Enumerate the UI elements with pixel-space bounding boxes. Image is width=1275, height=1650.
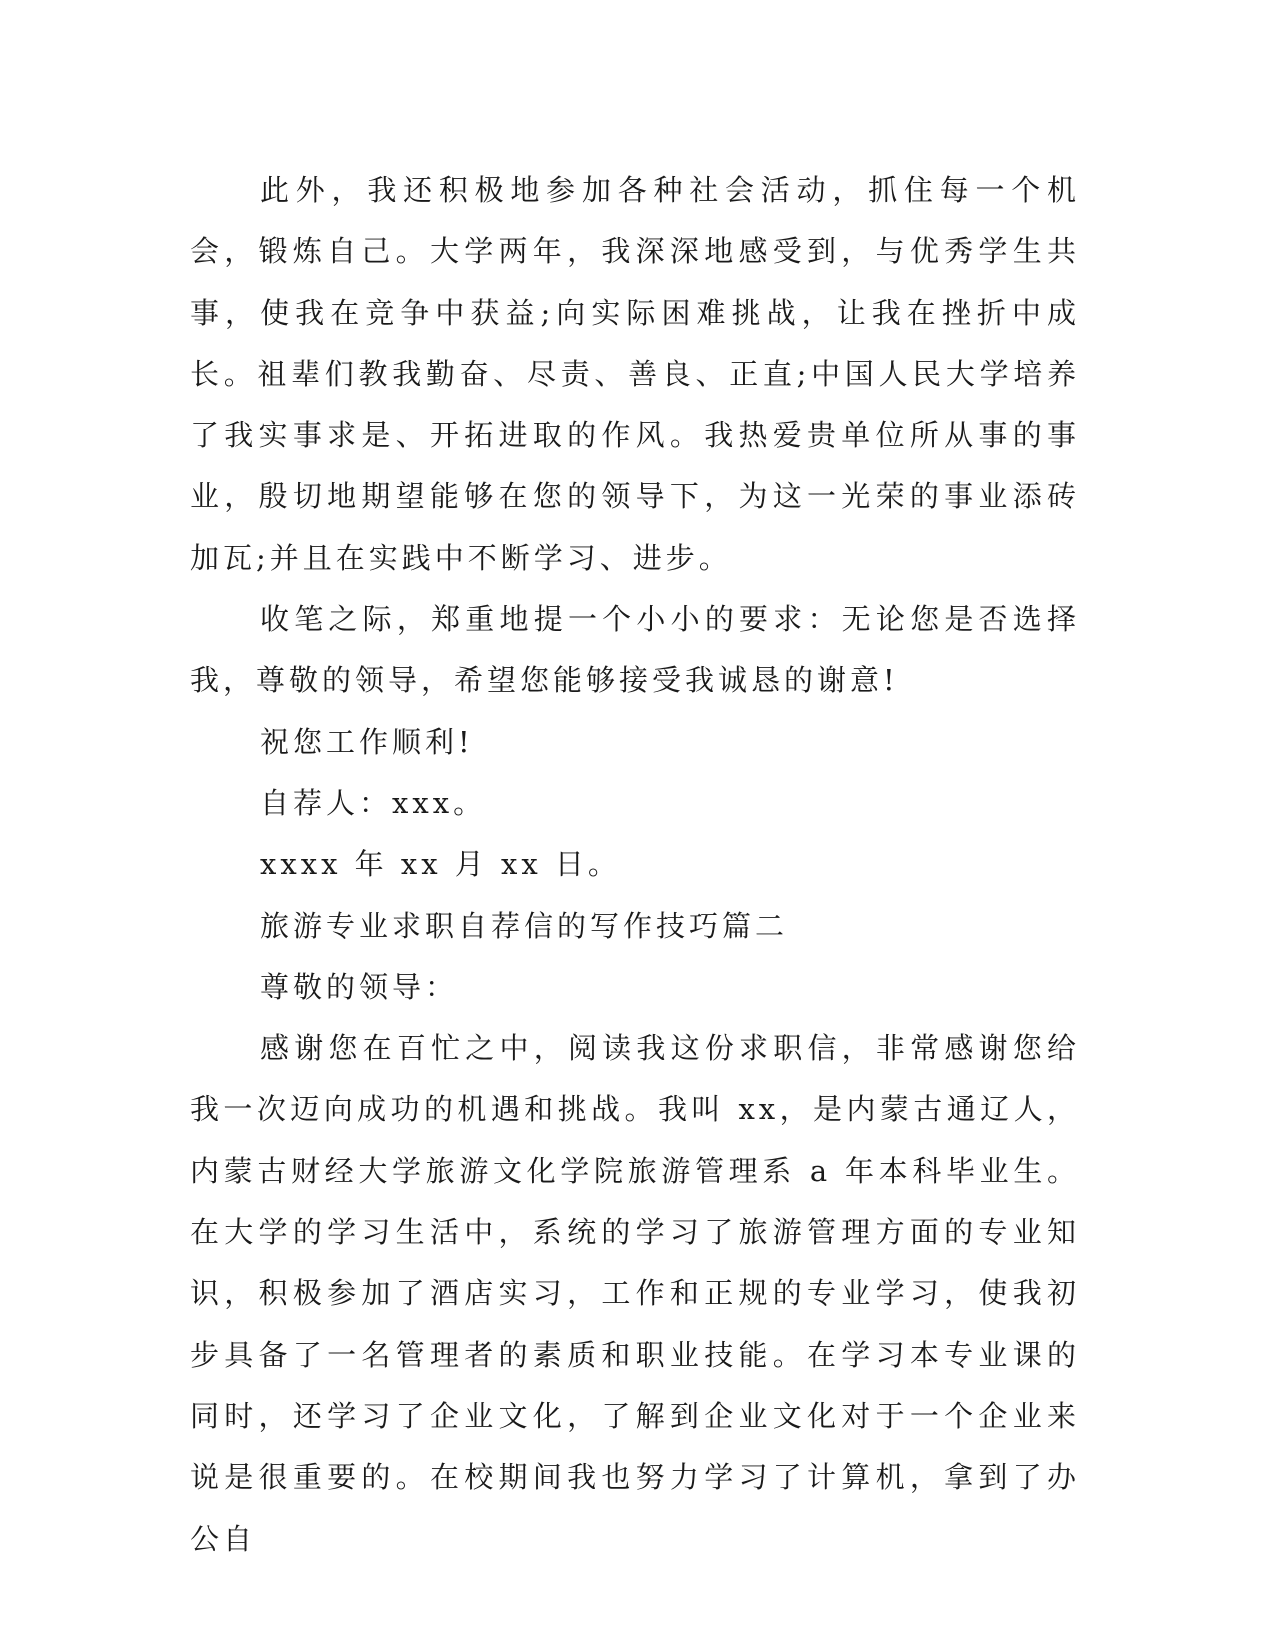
paragraph-salutation: 尊敬的领导： (260, 969, 459, 1004)
paragraph-introduction: 感谢您在百忙之中，阅读我这份求职信，非常感谢您给我一次迈向成功的机遇和挑战。我叫 xx，是内蒙古通辽人，内蒙古财经大学旅游文化学院旅游管理系 a 年本科毕业生。在大学的学习生活中，系统的学习了旅游管理方面的专业知识，积极参加了酒店实习，工作和正规的专业学习，使我初步具备了一名管理者的素质和职业技能。在学习本专业课的同时，还学习了企业文化，了解到企业文化对于一个企业来说是很重要的。在校期间我也努力学习了计算机，拿到了办公自 (190, 1031, 1080, 1556)
paragraph-closing-request: 收笔之际，郑重地提一个小小的要求：无论您是否选择我，尊敬的领导，希望您能够接受我诚恳的谢意! (190, 602, 1080, 698)
section-heading: 旅游专业求职自荐信的写作技巧篇二 (260, 908, 789, 943)
paragraph-date: xxxx 年 xx 月 xx 日。 (260, 847, 621, 882)
document-body (190, 160, 1080, 1570)
paragraph-signature: 自荐人：xxx。 (260, 785, 487, 820)
paragraph-wishes: 祝您工作顺利! (260, 724, 474, 759)
paragraph-activities: 此外，我还积极地参加各种社会活动，抓住每一个机会，锻炼自己。大学两年，我深深地感受到，与优秀学生共事，使我在竞争中获益;向实际困难挑战，让我在挫折中成长。祖辈们教我勤奋、尽责、善良、正直;中国人民大学培养了我实事求是、开拓进取的作风。我热爱贵单位所从事的事业，殷切地期望能够在您的领导下，为这一光荣的事业添砖加瓦;并且在实践中不断学习、进步。 (190, 173, 1080, 575)
